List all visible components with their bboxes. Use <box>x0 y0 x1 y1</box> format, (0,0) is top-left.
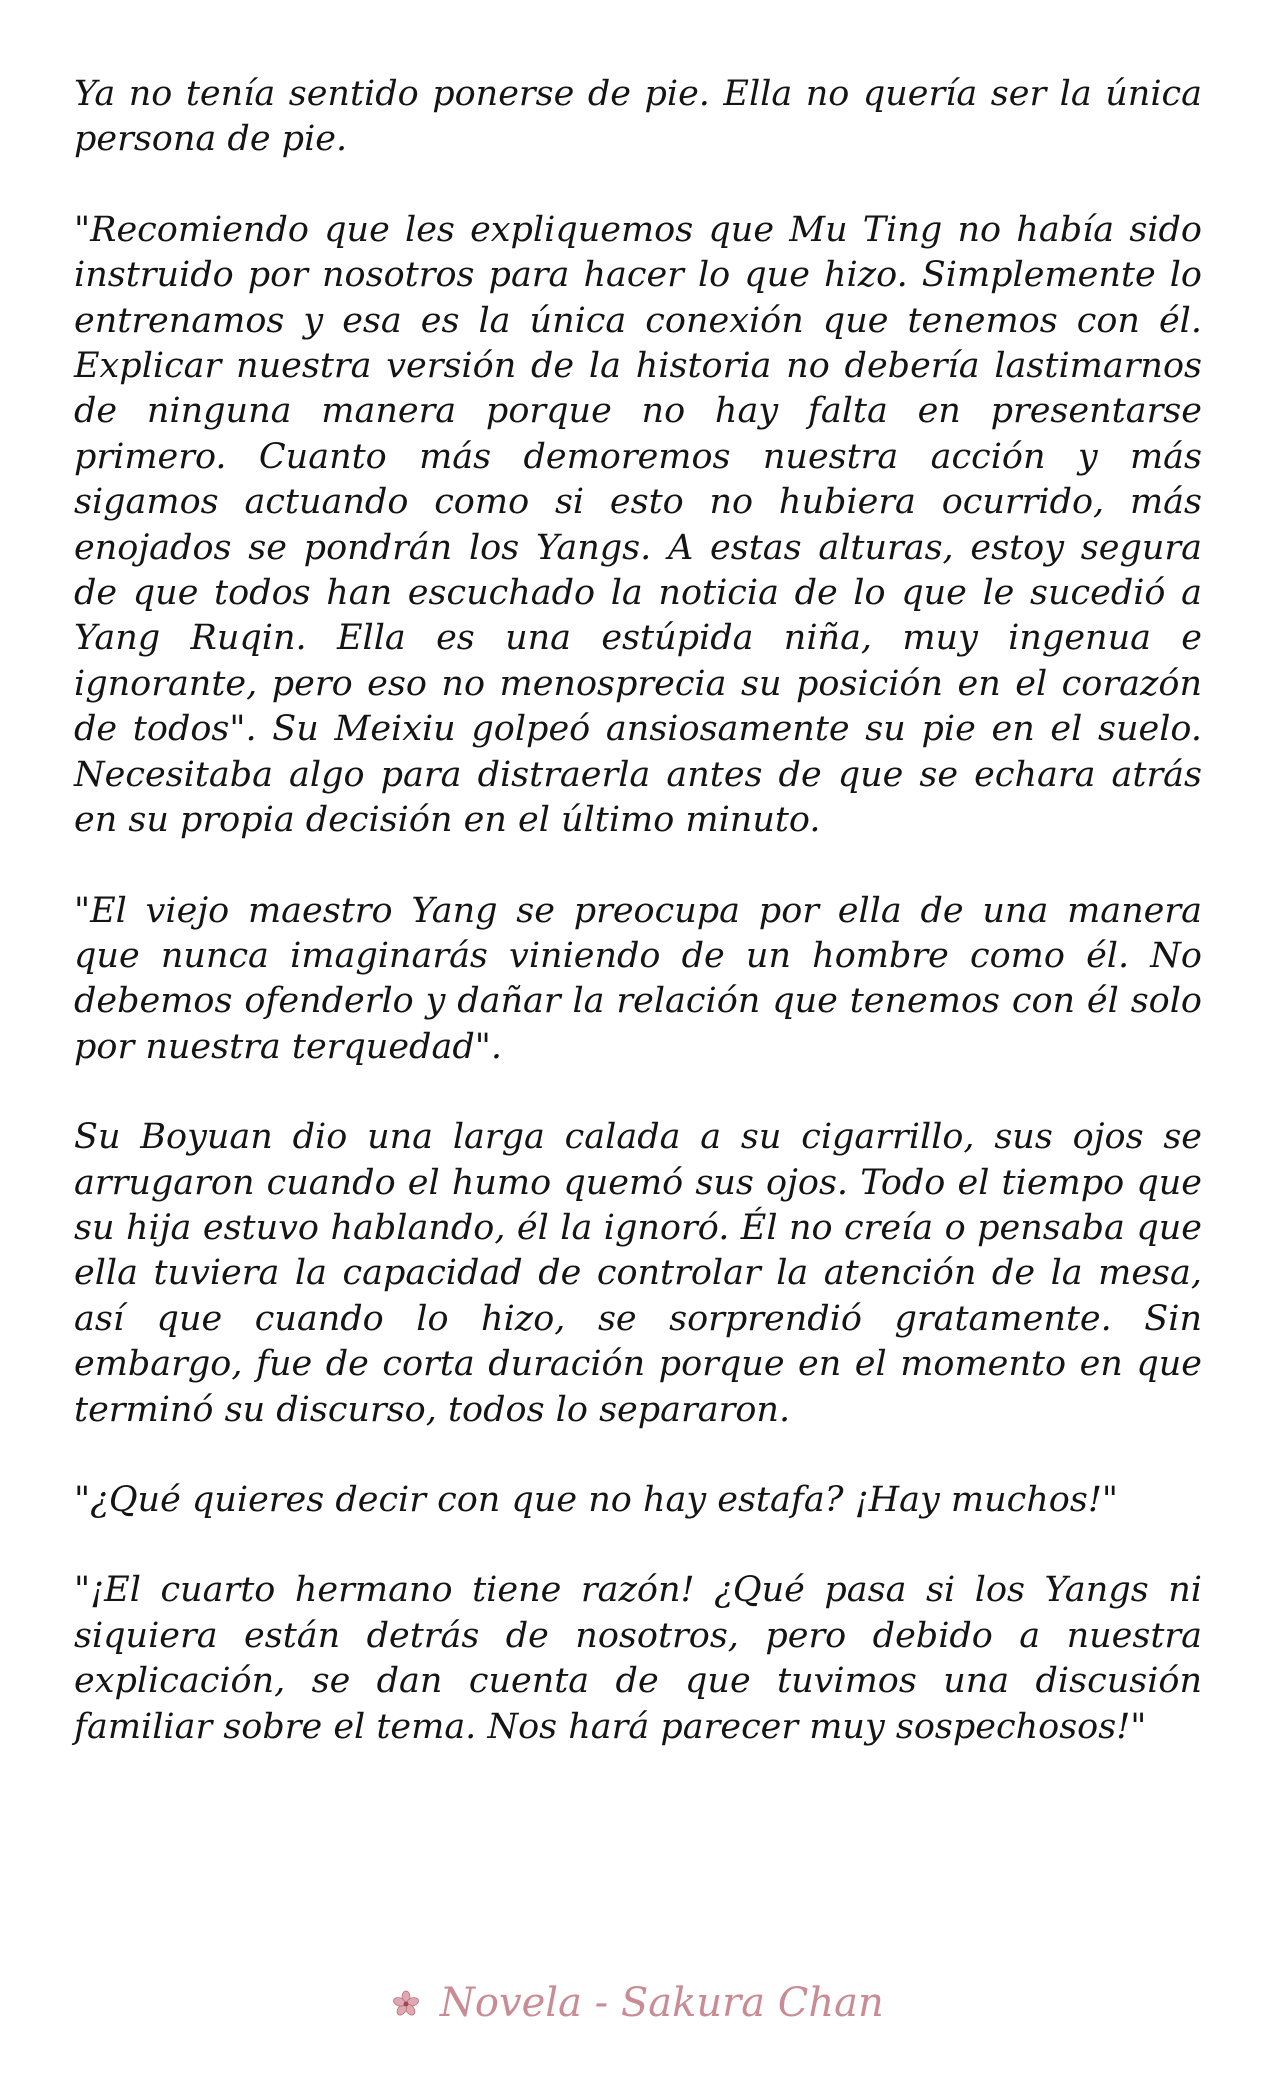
paragraph: "Recomiendo que les expliquemos que Mu Ting no había sido instruido por nosotros para hacer lo que hizo. Simplemente lo entrenamos y esa es la única conexión que tenemos con él. Explicar nuestra versión de la historia no debería lastimarnos de ninguna manera porque no hay falta en presentarse primero. Cuanto más demoremos nuestra acción y más sigamos actuando como si esto no hubiera ocurrido, más enojados se pondrán los Yangs. A estas alturas, estoy segura de que todos han escuchado la noticia de lo que le sucedió a Yang Ruqin. Ella es una estúpida niña, muy ingenua e ignorante, pero eso no menosprecia su posición en el corazón de todos". Su Meixiu golpeó ansiosamente su pie en el suelo. Necesitaba algo para distraerla antes de que se echara atrás en su propia decisión en el último minuto. <box>74 209 1202 841</box>
paragraph: "El viejo maestro Yang se preocupa por ella de una manera que nunca imaginarás viniendo de un hombre como él. No debemos ofenderlo y dañar la relación que tenemos con él solo por nuestra terquedad". <box>74 890 1202 1067</box>
document-body <box>74 72 1202 1795</box>
paragraph: "¿Qué quieres decir con que no hay estafa? ¡Hay muchos!" <box>74 1479 1119 1520</box>
watermark-text: Novela - Sakura Chan <box>439 1980 884 2026</box>
paragraph: Ya no tenía sentido ponerse de pie. Ella no quería ser la única persona de pie. <box>74 74 1202 160</box>
watermark <box>0 1980 1275 2029</box>
sakura-flower-icon <box>391 1983 421 2029</box>
paragraph: Su Boyuan dio una larga calada a su cigarrillo, sus ojos se arrugaron cuando el humo quemó sus ojos. Todo el tiempo que su hija estuvo hablando, él la ignoró. Él no creía o pensaba que ella tuviera la capacidad de controlar la atención de la mesa, así que cuando lo hizo, se sorprendió gratamente. Sin embargo, fue de corta duración porque en el momento en que terminó su discurso, todos lo separaron. <box>74 1117 1202 1430</box>
paragraph: "¡El cuarto hermano tiene razón! ¿Qué pasa si los Yangs ni siquiera están detrás de nosotros, pero debido a nuestra explicación, se dan cuenta de que tuvimos una discusión familiar sobre el tema. Nos hará parecer muy sospechosos!" <box>74 1570 1202 1747</box>
